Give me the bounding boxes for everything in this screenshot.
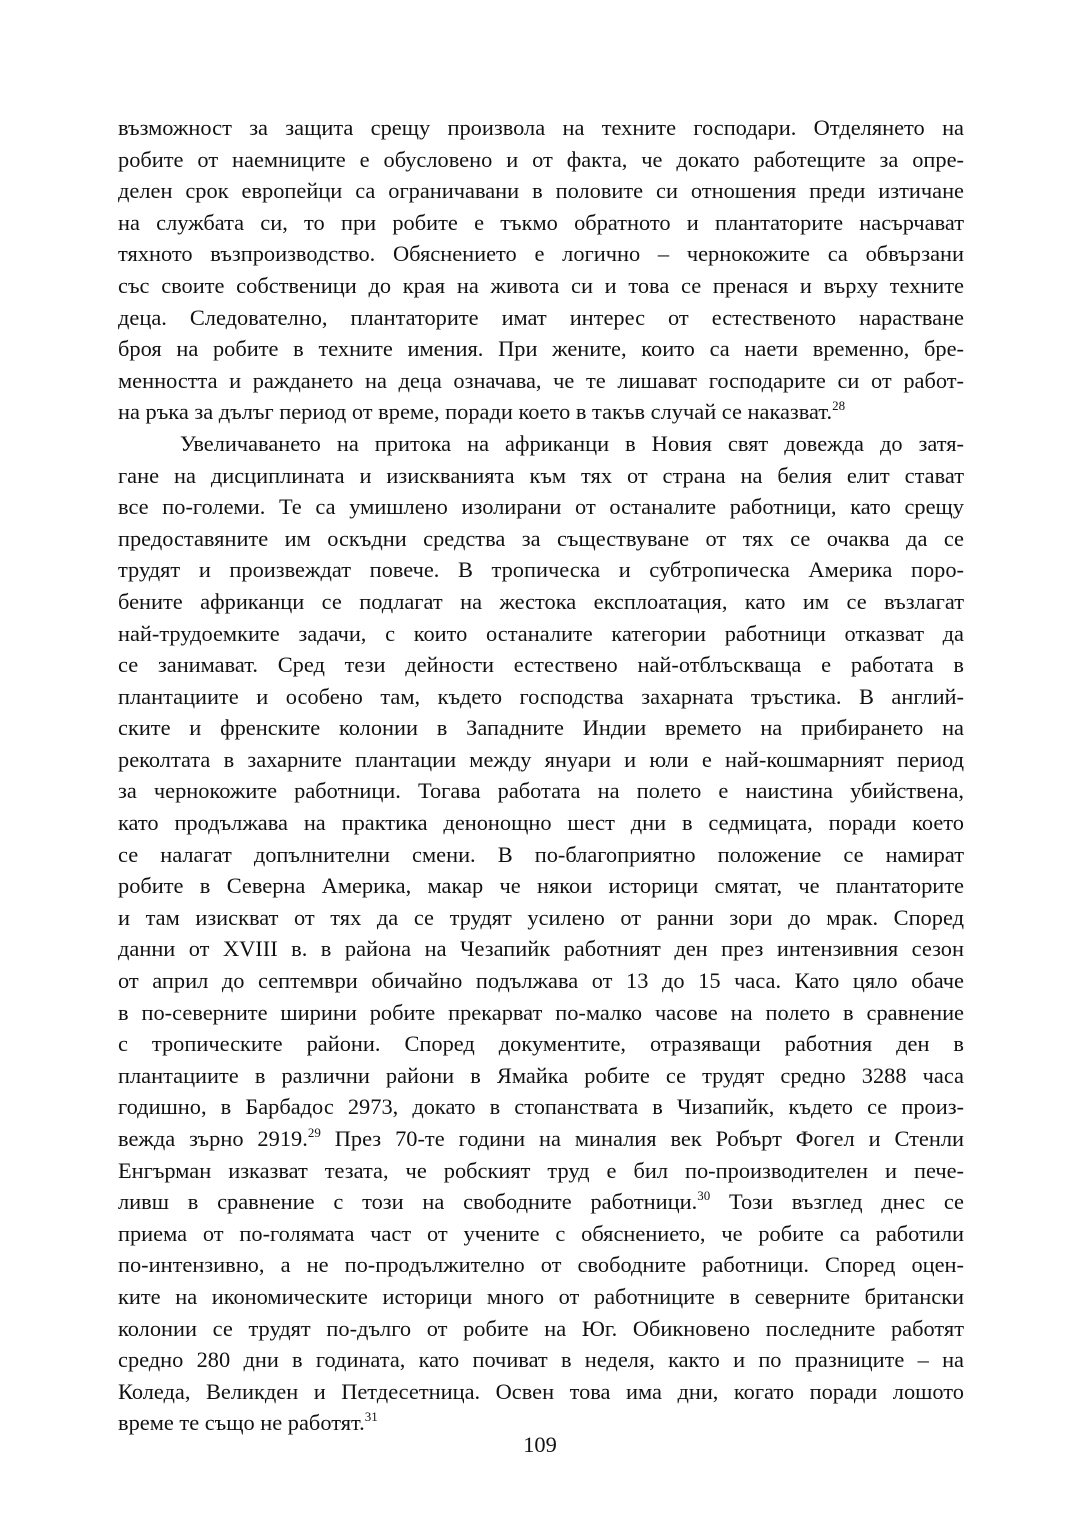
line-text-after-footnote: Този възглед днес се [710, 1189, 964, 1215]
body-text [118, 112, 964, 1439]
line-text: най-трудоемките задачи, с които останалите категории работници отказват да [118, 620, 964, 646]
text-line [118, 997, 964, 1029]
line-text: плантациите и особено там, където господства захарната тръстика. В англий- [118, 683, 964, 709]
text-line [118, 428, 964, 460]
line-text: като продължава на практика денонощно шест дни в седмицата, поради което [118, 810, 964, 836]
line-text: средно 280 дни в годината, като почиват в неделя, както и по празниците – на [118, 1347, 964, 1373]
text-line [118, 839, 964, 871]
line-text: менността и раждането на деца означава, че те лишават господарите си от работ- [118, 367, 964, 393]
paragraph [118, 112, 964, 428]
line-text: време те също не работят. [118, 1410, 365, 1436]
text-line [118, 1313, 964, 1345]
text-line [118, 1155, 964, 1187]
line-text: годишно, в Барбадос 2973, докато в стопанствата в Чизапийк, където се произ- [118, 1094, 964, 1120]
line-text-after-footnote: През 70-те години на миналия век Робърт Фогел и Стенли [320, 1126, 964, 1151]
line-text: робите в Северна Америка, макар че някои историци смятат, че плантаторите [118, 873, 964, 899]
text-line [118, 396, 964, 428]
line-text: предоставяните им оскъдни средства за съществуване от тях се очаква да се [118, 525, 964, 551]
text-line [118, 807, 964, 839]
footnote-marker: 30 [697, 1188, 711, 1204]
text-line [118, 365, 964, 397]
text-line [118, 870, 964, 902]
text-line [118, 207, 964, 239]
line-text: за чернокожите работници. Тогава работата на полето е наистина убийствена, [118, 778, 964, 804]
line-text: Енгърман изказват тезата, че робският труд е бил по-производителен и пече- [118, 1157, 964, 1183]
text-line [118, 965, 964, 997]
footnote-marker: 29 [307, 1125, 321, 1140]
line-text: плантациите в различни райони в Ямайка робите се трудят средно 3288 часа [118, 1062, 964, 1088]
text-line [118, 554, 964, 586]
text-line [118, 144, 964, 176]
paragraph [118, 428, 964, 1439]
line-text: трудят и произвеждат повече. В тропическа и субтропическа Америка поро- [118, 557, 964, 583]
line-text: броя на робите в техните имения. При жените, които са наети временно, бре- [118, 336, 964, 362]
text-line [118, 238, 964, 270]
line-text: с тропическите райони. Според документите, отразяващи работния ден в [118, 1031, 964, 1057]
line-text: гане на дисциплината и изискванията към тях от страна на белия елит стават [118, 462, 964, 488]
line-text: възможност за защита срещу произвола на техните господари. Отделянето на [118, 115, 964, 140]
line-text: бените африканци се подлагат на жестока експлоатация, като им се възлагат [118, 588, 964, 614]
footnote-marker: 28 [832, 398, 846, 414]
text-line [118, 523, 964, 555]
line-text: Увеличаването на притока на африканци в Новия свят довежда до затя- [180, 430, 964, 456]
text-line [118, 775, 964, 807]
text-line [118, 491, 964, 523]
line-text: се занимават. Сред тези дейности естествено най-отблъскваща е работата в [118, 652, 964, 678]
text-line [118, 649, 964, 681]
line-text: в по-северните ширини робите прекарват по-малко часове на полето в сравнение [118, 999, 964, 1025]
line-text: вежда зърно 2919. [118, 1126, 308, 1151]
line-text: със своите собственици до края на живота си и това се пренася и върху техните [118, 272, 964, 298]
text-line [118, 712, 964, 744]
line-text: реколтата в захарните плантации между януари и юли е най-кошмарният период [118, 746, 964, 772]
line-text: деца. Следователно, плантаторите имат интерес от естественото нарастване [118, 304, 964, 330]
line-text: Коледа, Великден и Петдесетница. Освен това има дни, когато поради лошото [118, 1378, 964, 1404]
text-line [118, 270, 964, 302]
line-text: се налагат допълнителни смени. В по-благоприятно положение се намират [118, 841, 964, 867]
line-text: на службата си, то при робите е тъкмо обратното и плантаторите насърчават [118, 209, 964, 235]
text-line [118, 586, 964, 618]
text-line [118, 618, 964, 650]
text-line [118, 175, 964, 207]
text-line [118, 1186, 964, 1218]
line-text: делен срок европейци са ограничавани в половите си отношения преди изтичане [118, 178, 964, 204]
text-line [118, 1249, 964, 1281]
line-text: данни от XVIII в. в района на Чезапийк работният ден през интензивния сезон [118, 936, 964, 962]
text-line [118, 902, 964, 934]
line-text: по-интензивно, а не по-продължително от свободните работници. Според оцен- [118, 1252, 964, 1278]
line-text: на ръка за дълъг период от време, поради което в такъв случай се наказват. [118, 399, 833, 425]
page-number: 109 [523, 1432, 557, 1457]
text-line [118, 1218, 964, 1250]
text-line [118, 1344, 964, 1376]
text-line [118, 112, 964, 144]
text-line [118, 1281, 964, 1313]
line-text: все по-големи. Те са умишлено изолирани от останалите работници, като срещу [118, 494, 964, 520]
text-line [118, 302, 964, 334]
text-line [118, 1091, 964, 1123]
footnote-marker: 31 [364, 1409, 378, 1425]
line-text: ливш в сравнение с този на свободните работници. [118, 1189, 698, 1215]
text-line [118, 1123, 964, 1155]
text-line [118, 681, 964, 713]
text-line [118, 1028, 964, 1060]
text-line [118, 460, 964, 492]
text-line [118, 333, 964, 365]
line-text: тяхното възпроизводство. Обяснението е логично – чернокожите са обвързани [118, 241, 964, 267]
text-line [118, 933, 964, 965]
text-line [118, 1376, 964, 1408]
text-line [118, 1060, 964, 1092]
line-text: ските и френските колонии в Западните Индии времето на прибирането на [118, 715, 964, 741]
line-text: от април до септември обичайно подължава от 13 до 15 часа. Като цяло обаче [118, 968, 964, 994]
line-text: колонии се трудят по-дълго от робите на Юг. Обикновено последните работят [118, 1315, 964, 1341]
line-text: приема от по-голямата част от учените с обяснението, че робите са работили [118, 1220, 964, 1246]
line-text: и там изискват от тях да се трудят усилено от ранни зори до мрак. Според [118, 904, 964, 930]
line-text: ките на икономическите историци много от работниците в северните британски [118, 1283, 964, 1309]
text-line [118, 744, 964, 776]
line-text: робите от наемниците е обусловено и от факта, че докато работещите за опре- [118, 146, 964, 172]
